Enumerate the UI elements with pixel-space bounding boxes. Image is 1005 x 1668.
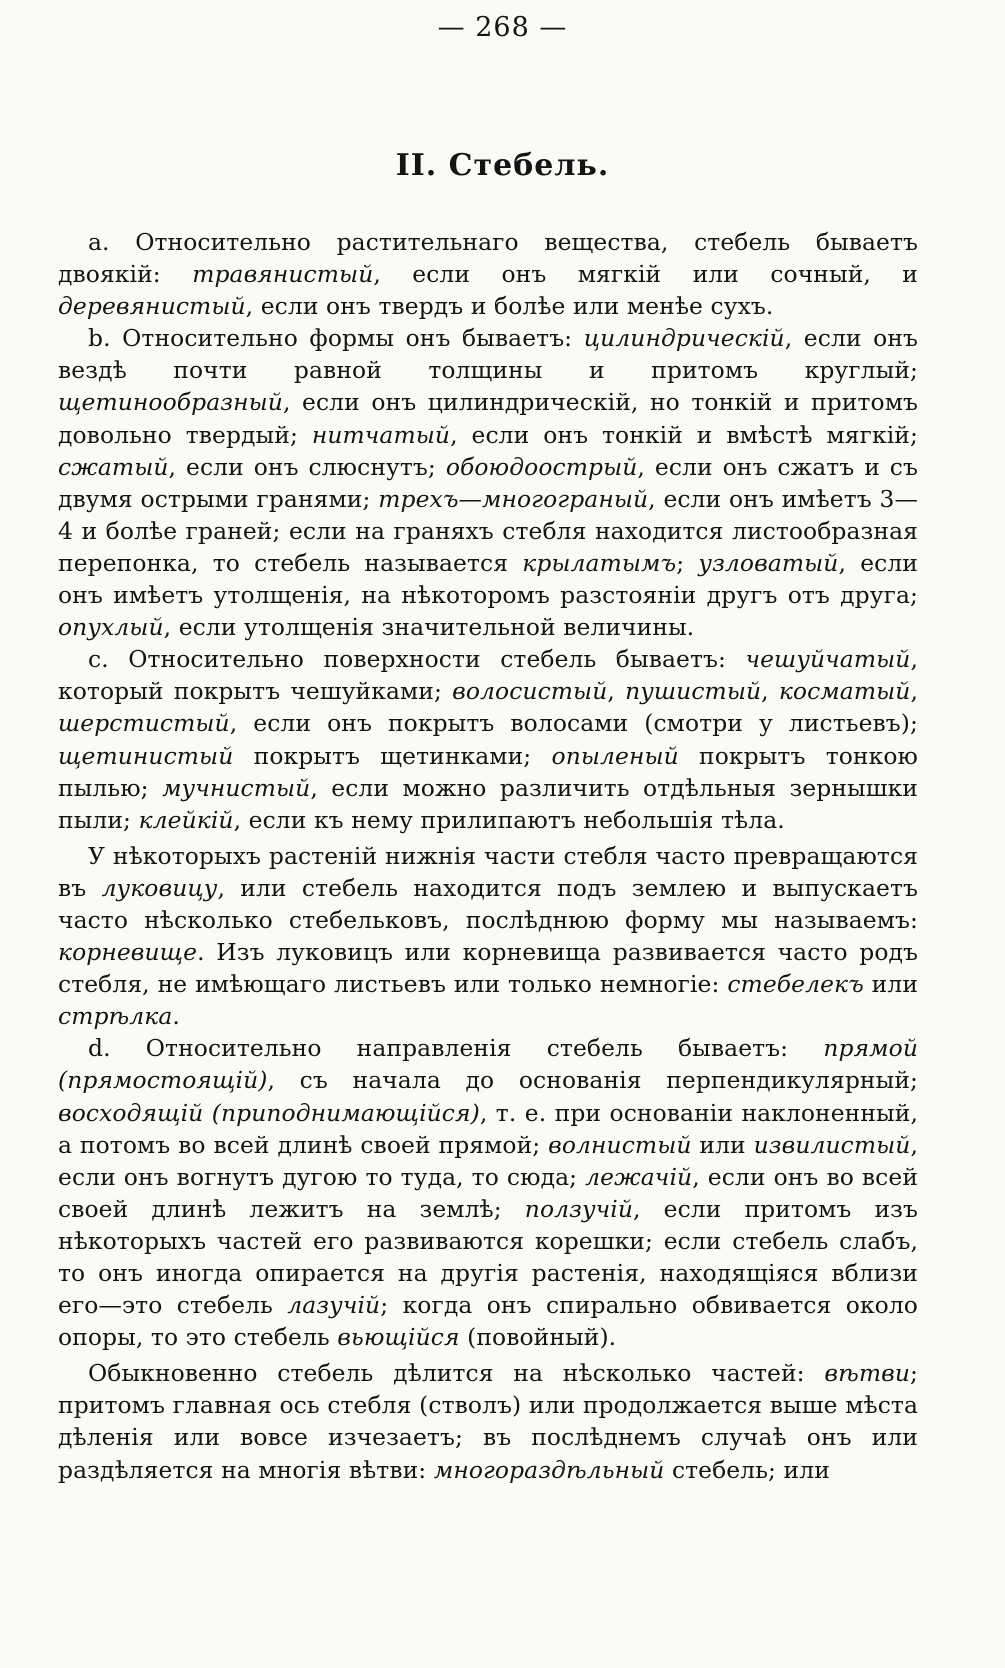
text-run: , если онъ цилиндрическій, но тонкій и притомъ довольно твердый;: [58, 388, 918, 449]
italic-term: сжатый: [58, 452, 169, 481]
text-run: , который покрытъ чешуйками;: [58, 645, 918, 706]
italic-term: стебелекъ: [727, 970, 864, 999]
text-run: У нѣкоторыхъ растеній нижнія части стебля часто превращаются въ: [58, 841, 918, 902]
text-run: . Изъ луковицъ или корневища развивается часто родъ стебля, не имѣющаго листьевъ или только немногіе:: [58, 938, 918, 999]
italic-term: волосистый: [452, 677, 608, 706]
italic-term: чешуйчатый: [745, 645, 911, 674]
text-run: ; притомъ главная ось стебля (стволъ) или продолжается выше мѣста дѣленія или вовсе изчезаетъ; въ послѣднемъ случаѣ онъ или раздѣляется на многія вѣтви:: [58, 1359, 918, 1484]
text-run: или: [691, 1130, 754, 1159]
italic-term: трехъ—многограный: [378, 484, 649, 513]
italic-term: луковицу: [101, 873, 218, 902]
paragraph: [58, 840, 918, 1033]
italic-term: узловатый: [698, 548, 839, 577]
text-run: ;: [676, 548, 699, 577]
section-heading: II. Стебель.: [395, 148, 610, 183]
text-run: , если можно различить отдѣльныя зернышки пыли;: [58, 773, 918, 834]
text-run: .: [172, 1002, 180, 1031]
text-run: , если онъ слюснутъ;: [168, 452, 446, 481]
text-run: , если онъ имѣетъ 3—4 и болѣе граней; если на граняхъ стебля находится листообразная перепонка, то стебель называется: [58, 484, 918, 577]
paragraph: [58, 322, 918, 643]
text-run: покрытъ щетинками;: [233, 741, 552, 770]
italic-term: извилистый: [753, 1130, 911, 1159]
body-text: [58, 226, 918, 1486]
text-run: c. Относительно поверхности стебель бываетъ:: [88, 645, 746, 674]
text-run: или: [863, 970, 919, 999]
italic-term: лазучій: [287, 1291, 381, 1320]
italic-term: мучнистый: [162, 773, 311, 802]
text-run: , если онъ во всей своей длинѣ лежитъ на землѣ;: [58, 1162, 919, 1223]
text-run: d. Относительно направленія стебель бываетъ:: [88, 1034, 824, 1063]
page-number: — 268 —: [437, 12, 568, 43]
italic-term: прямой (прямостоящій): [58, 1034, 918, 1095]
italic-term: многораздѣльный: [433, 1455, 665, 1484]
italic-term: травянистый: [192, 260, 374, 289]
paragraph: [58, 226, 918, 322]
italic-term: ползучій: [524, 1194, 634, 1223]
italic-term: опухлый: [58, 613, 164, 642]
italic-term: косматый: [778, 677, 911, 706]
text-run: , или стебель находится подъ землею и выпускаетъ часто нѣсколько стебельковъ, послѣднюю форму мы называемъ:: [58, 873, 918, 934]
italic-term: волнистый: [548, 1130, 692, 1159]
text-run: , если утолщенія значительной величины.: [163, 613, 695, 642]
text-run: a. Относительно растительнаго вещества, стебель бываетъ двоякій:: [58, 228, 918, 289]
italic-term: деревянистый: [58, 292, 246, 321]
italic-term: щетинистый: [58, 741, 234, 770]
text-run: , съ начала до основанія перпендикулярный;: [267, 1066, 918, 1095]
text-run: , если онъ имѣетъ утолщенія, на нѣкоторомъ разстояніи другъ отъ друга;: [58, 548, 918, 610]
italic-term: восходящій (приподнимающійся): [58, 1098, 480, 1127]
text-run: , если онъ покрытъ волосами (смотри у листьевъ);: [229, 709, 918, 738]
italic-term: нитчатый: [311, 420, 451, 449]
text-run: покрытъ тонкою пылью;: [58, 741, 918, 802]
text-run: , если онъ вогнутъ дугою то туда, то сюда;: [58, 1130, 918, 1191]
italic-term: шерстистый: [58, 709, 230, 738]
text-run: , если онъ твердъ и болѣе или менѣе сухъ.: [245, 292, 774, 321]
italic-term: стрѣлка: [58, 1002, 173, 1031]
text-run: ,: [607, 677, 626, 706]
text-run: ,: [761, 677, 779, 706]
paragraph: [58, 1357, 918, 1485]
text-run: , если онъ мягкій или сочный, и: [373, 260, 918, 289]
text-run: стебель; или: [664, 1455, 830, 1484]
text-run: b. Относительно формы онъ бываетъ:: [88, 324, 584, 353]
italic-term: лежачій: [585, 1162, 693, 1191]
text-run: ; когда онъ спирально обвивается около опоры, то это стебель: [58, 1291, 918, 1352]
italic-term: цилиндрическій: [583, 324, 785, 353]
paragraph: [58, 643, 918, 836]
italic-term: крылатымъ: [522, 548, 677, 577]
text-run: (повойный).: [459, 1323, 617, 1352]
text-run: , если къ нему прилипаютъ небольшія тѣла.: [233, 805, 785, 834]
text-run: Обыкновенно стебель дѣлится на нѣсколько частей:: [88, 1359, 825, 1388]
italic-term: щетинообразный: [58, 388, 283, 417]
italic-term: клейкій: [138, 805, 234, 834]
text-run: , если онъ тонкій и вмѣстѣ мягкій;: [450, 420, 918, 449]
italic-term: корневище: [58, 938, 198, 967]
text-run: ,: [910, 677, 918, 706]
text-run: , если онъ сжатъ и съ двумя острыми гранями;: [58, 452, 918, 513]
italic-term: вьющійся: [337, 1323, 460, 1352]
italic-term: вѣтви: [824, 1359, 911, 1388]
italic-term: опыленый: [551, 741, 679, 770]
paragraph: [58, 1032, 918, 1353]
italic-term: обоюдоострый: [445, 452, 638, 481]
italic-term: пушистый: [625, 677, 762, 706]
text-run: , если притомъ изъ нѣкоторыхъ частей его развиваются корешки; если стебель слабъ, то онъ иногда опирается на другія растенія, находящіяся вблизи его—это стебель: [58, 1194, 918, 1320]
text-run: , если онъ вездѣ почти равной толщины и притомъ круглый;: [58, 324, 918, 385]
text-run: , т. е. при основаніи наклоненный, а потомъ во всей длинѣ своей прямой;: [58, 1098, 918, 1159]
